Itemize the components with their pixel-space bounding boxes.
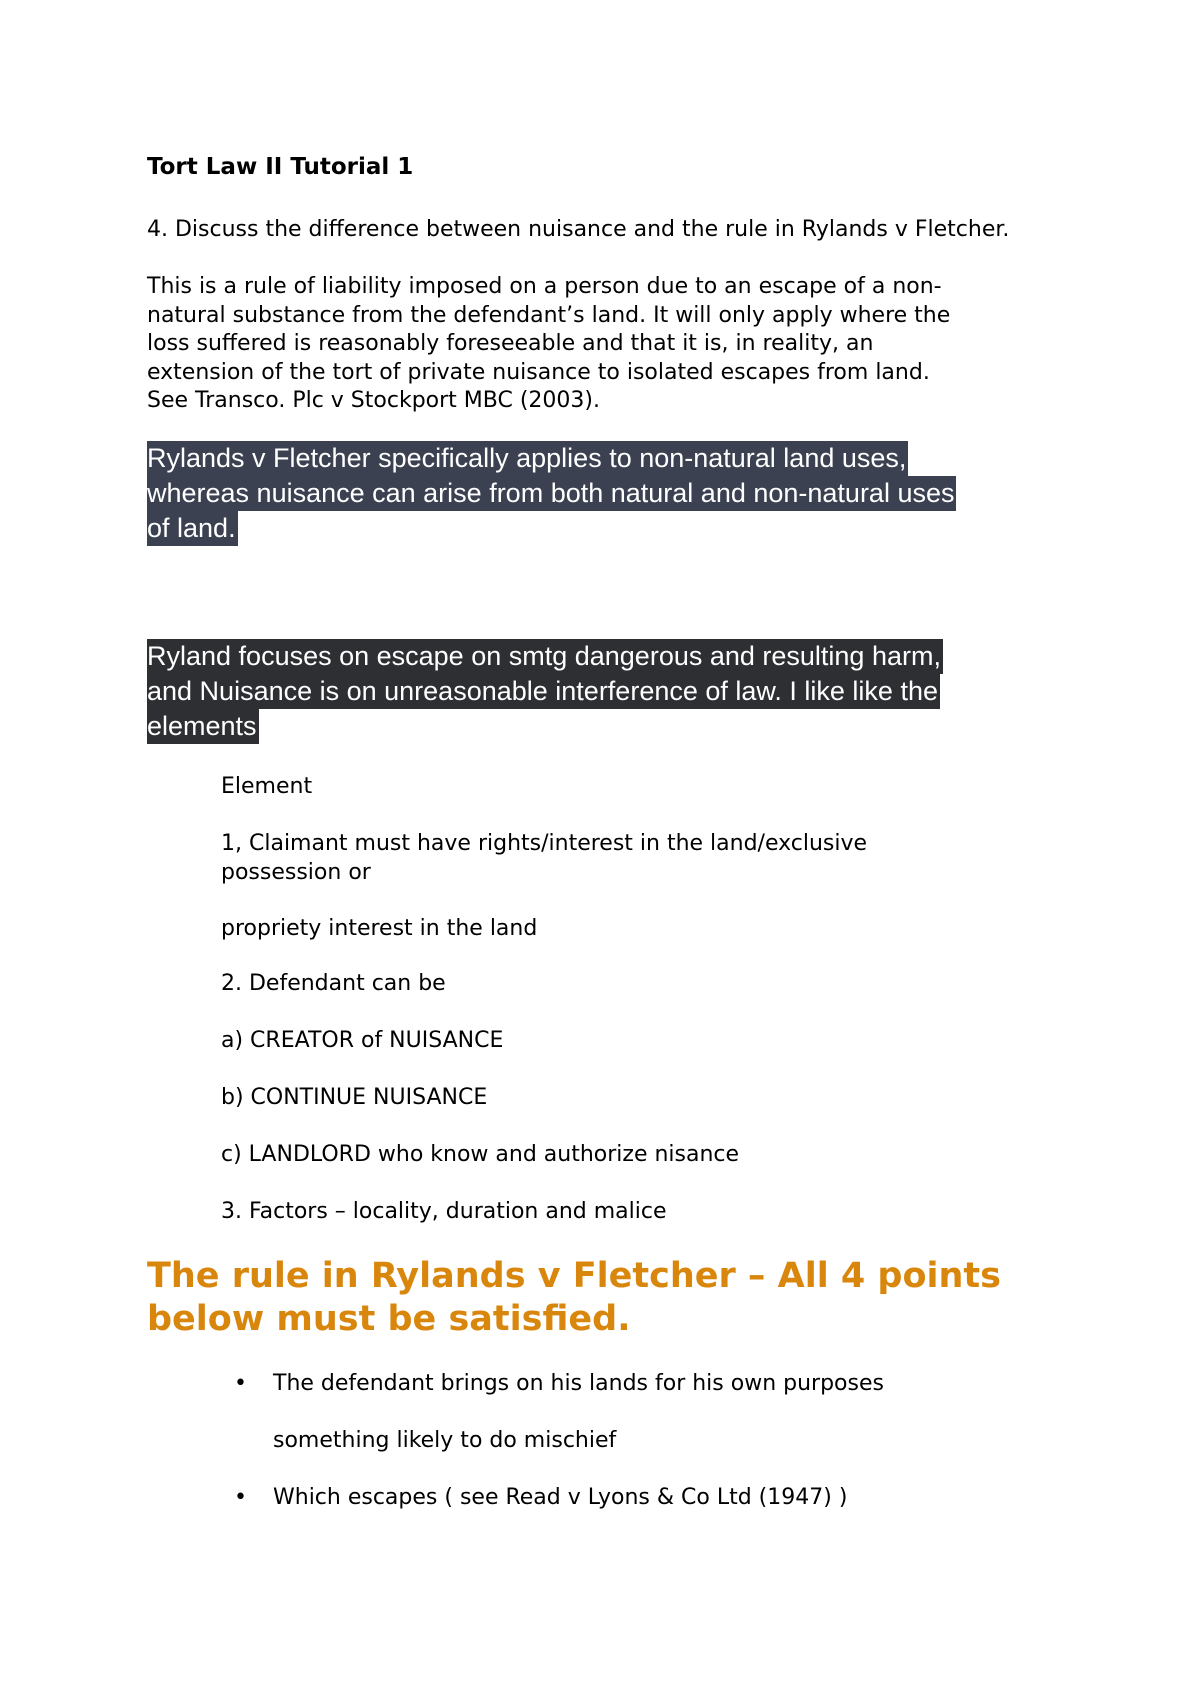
highlighted-note-2	[147, 639, 943, 744]
bullet-icon: •	[234, 1371, 247, 1396]
paragraph-line: This is a rule of liability imposed on a person due to an escape of a non-	[147, 274, 942, 299]
paragraph-line: See Transco. Plc v Stockport MBC (2003).	[147, 388, 600, 413]
element-2: 2. Defendant can be	[221, 971, 446, 996]
highlight-line: Ryland focuses on escape on smtg dangerous and resulting harm,	[147, 639, 943, 674]
paragraph-line: extension of the tort of private nuisance to isolated escapes from land.	[147, 359, 930, 385]
element-2c: c) LANDLORD who know and authorize nisance	[221, 1142, 740, 1167]
answer-paragraph	[147, 273, 950, 416]
highlighted-note-1	[147, 441, 956, 546]
bullet-text: The defendant brings on his lands for his own purposes	[273, 1371, 884, 1396]
element-heading: Element	[221, 774, 313, 799]
bullet-icon: •	[234, 1485, 247, 1510]
element-1	[221, 829, 867, 887]
highlight-line: Rylands v Fletcher specifically applies to non-natural land uses,	[147, 441, 908, 476]
highlight-line: elements	[147, 709, 259, 744]
rule-heading-line: The rule in Rylands v Fletcher – All 4 points	[147, 1256, 1001, 1296]
element-1-line: 1, Claimant must have rights/interest in the land/exclusive	[221, 831, 868, 856]
element-3: 3. Factors – locality, duration and malice	[221, 1199, 667, 1224]
rule-heading-line: below must be satisfied.	[147, 1299, 631, 1339]
highlight-line: of land.	[147, 511, 238, 546]
bullet-text: Which escapes ( see Read v Lyons & Co Ltd (1947) )	[273, 1485, 848, 1510]
element-1-line: possession or	[221, 860, 371, 885]
document-title: Tort Law II Tutorial 1	[147, 154, 414, 180]
question-text: 4. Discuss the difference between nuisance and the rule in Rylands v Fletcher.	[147, 217, 1010, 242]
element-2a: a) CREATOR of NUISANCE	[221, 1028, 504, 1053]
highlight-line: and Nuisance is on unreasonable interference of law. I like like the	[147, 674, 940, 709]
highlight-line: whereas nuisance can arise from both natural and non-natural uses	[147, 476, 956, 511]
bullet-text: something likely to do mischief	[273, 1428, 617, 1453]
paragraph-line: loss suffered is reasonably foreseeable and that it is, in reality, an	[147, 331, 874, 356]
element-1b: propriety interest in the land	[221, 916, 538, 941]
paragraph-line: natural substance from the defendant’s land. It will only apply where the	[147, 302, 951, 328]
rule-heading	[147, 1255, 1001, 1341]
element-2b: b) CONTINUE NUISANCE	[221, 1085, 488, 1110]
